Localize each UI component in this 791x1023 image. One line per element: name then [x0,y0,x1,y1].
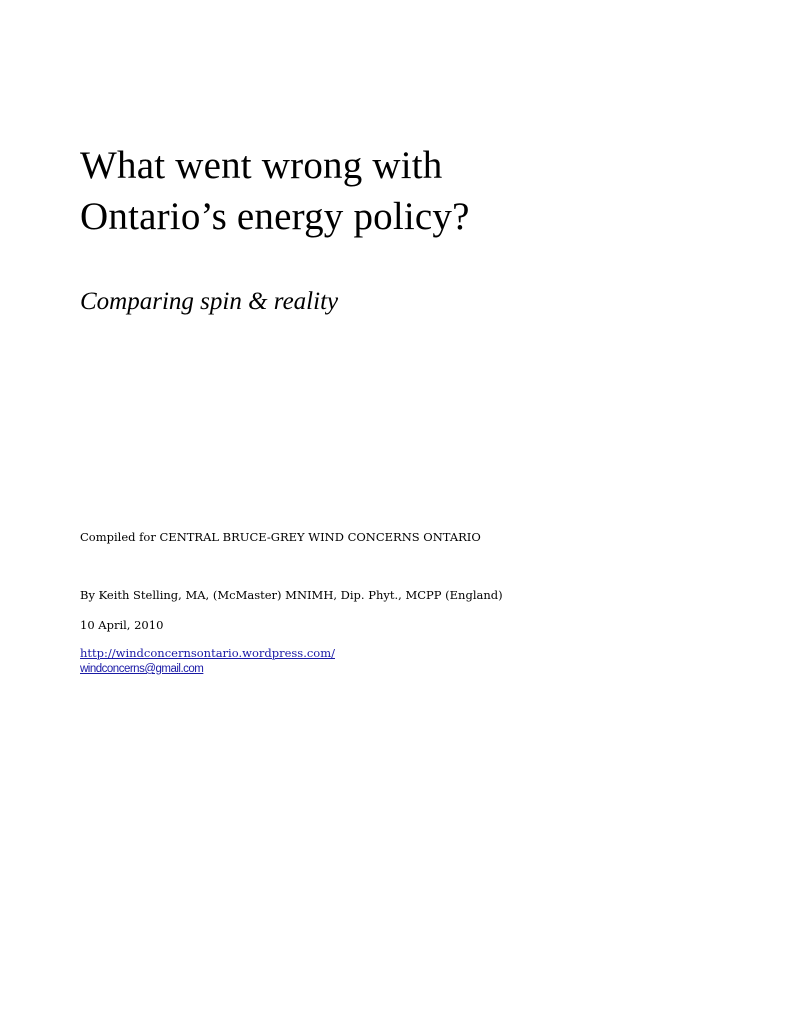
title-line-2: Ontario’s energy policy? [80,195,470,238]
publication-date: 10 April, 2010 [80,618,164,632]
document-subtitle: Comparing spin & reality [80,288,339,315]
website-link[interactable]: http://windconcernsontario.wordpress.com/ [80,646,335,660]
email-link[interactable]: windconcerns@gmail.com [80,663,204,675]
author-line: By Keith Stelling, MA, (McMaster) MNIMH, Dip. Phyt., MCPP (England) [80,588,503,602]
document-title [80,140,720,242]
compiled-for-text: Compiled for CENTRAL BRUCE-GREY WIND CONCERNS ONTARIO [80,530,481,544]
title-line-1: What went wrong with [80,144,443,187]
